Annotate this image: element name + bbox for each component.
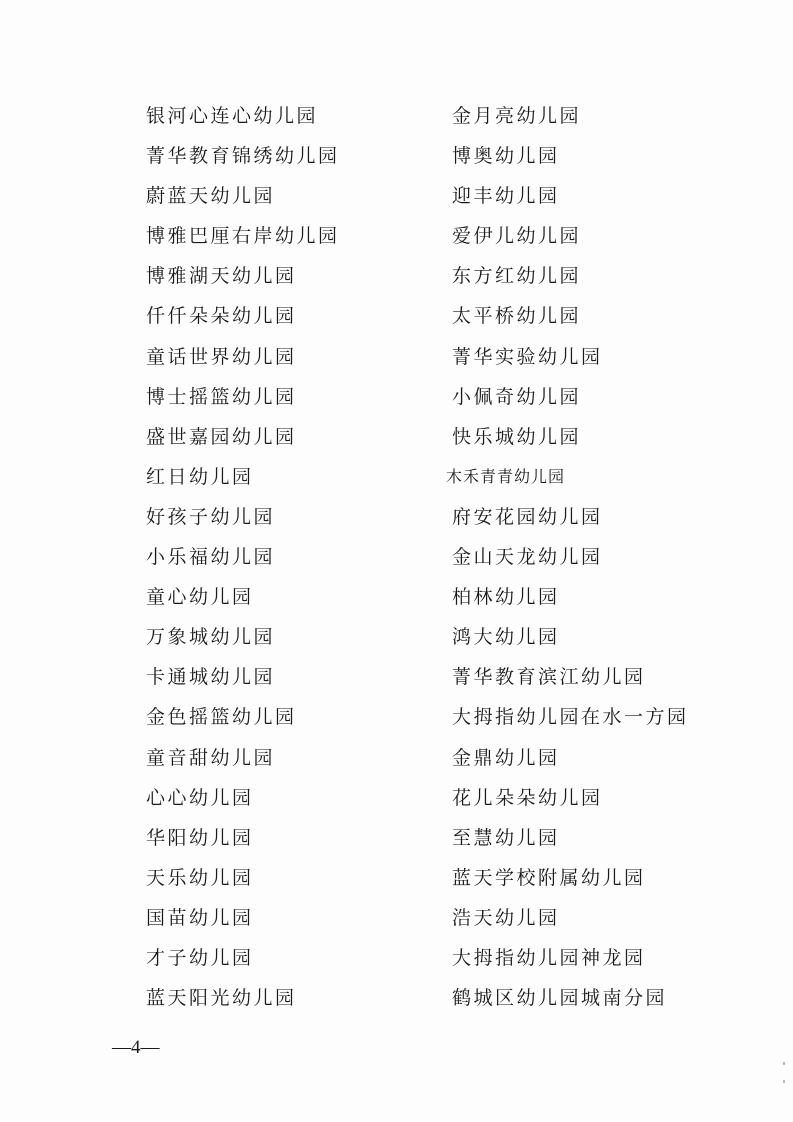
list-item: 才子幼儿园: [146, 946, 254, 969]
list-item: 蔚蓝天幼儿园: [146, 185, 276, 208]
right-kindergarten-list: [446, 96, 752, 1018]
list-item: 至慧幼儿园: [452, 826, 560, 849]
list-item: 博奥幼儿园: [452, 145, 560, 168]
list-item: 府安花园幼儿园: [452, 505, 603, 528]
list-item: 仟仟朵朵幼儿园: [146, 305, 297, 328]
list-item: 大拇指幼儿园在水一方园: [452, 706, 689, 729]
list-item: 菁华实验幼儿园: [452, 345, 603, 368]
list-item: 好孩子幼儿园: [146, 505, 276, 528]
list-item: 迎丰幼儿园: [452, 185, 560, 208]
list-item: 红日幼儿园: [146, 465, 254, 488]
list-item: 浩天幼儿园: [452, 906, 560, 929]
list-item: 金鼎幼儿园: [452, 746, 560, 769]
list-item: 博雅湖天幼儿园: [146, 265, 297, 288]
list-item: 金月亮幼儿园: [452, 105, 582, 127]
list-item: 大拇指幼儿园神龙园: [452, 946, 646, 969]
list-item: 盛世嘉园幼儿园: [146, 425, 297, 448]
scan-edge-mark: [783, 1080, 785, 1083]
list-item: 卡通城幼儿园: [146, 666, 276, 689]
list-item: 菁华教育滨江幼儿园: [452, 666, 646, 689]
scan-edge-mark: [783, 1062, 785, 1065]
list-item: 华阳幼儿园: [146, 826, 254, 849]
list-item: 童话世界幼儿园: [146, 345, 297, 368]
list-item: 爱伊儿幼儿园: [452, 225, 582, 248]
page-number: —4—: [112, 1037, 160, 1058]
list-item: 柏林幼儿园: [452, 586, 560, 609]
list-item: 小佩奇幼儿园: [452, 385, 582, 408]
list-item: 金山天龙幼儿园: [452, 546, 603, 569]
list-item: 蓝天学校附属幼儿园: [452, 866, 646, 889]
list-item: 博士摇篮幼儿园: [146, 385, 297, 408]
list-item: 国苗幼儿园: [146, 906, 254, 929]
list-item: 蓝天阳光幼儿园: [146, 987, 297, 1010]
list-item: 快乐城幼儿园: [452, 425, 582, 448]
list-item: 菁华教育锦绣幼儿园: [146, 145, 340, 168]
list-item: 花儿朵朵幼儿园: [452, 786, 603, 809]
list-item: 心心幼儿园: [146, 786, 254, 809]
list-item: 博雅巴厘右岸幼儿园: [146, 225, 340, 248]
list-item: 万象城幼儿园: [146, 626, 276, 649]
list-item: 银河心连心幼儿园: [146, 105, 319, 127]
list-item: 木禾青青幼儿园: [446, 466, 566, 486]
list-item: 金色摇篮幼儿园: [146, 706, 297, 729]
list-item: 东方红幼儿园: [452, 265, 582, 288]
list-item: 鹤城区幼儿园城南分园: [452, 987, 668, 1010]
list-item: 童音甜幼儿园: [146, 746, 276, 769]
list-item: 太平桥幼儿园: [452, 305, 582, 328]
list-item: 天乐幼儿园: [146, 866, 254, 889]
left-kindergarten-list: [146, 96, 426, 1018]
list-item: 鸿大幼儿园: [452, 626, 560, 649]
list-item: 小乐福幼儿园: [146, 546, 276, 569]
list-item: 童心幼儿园: [146, 586, 254, 609]
